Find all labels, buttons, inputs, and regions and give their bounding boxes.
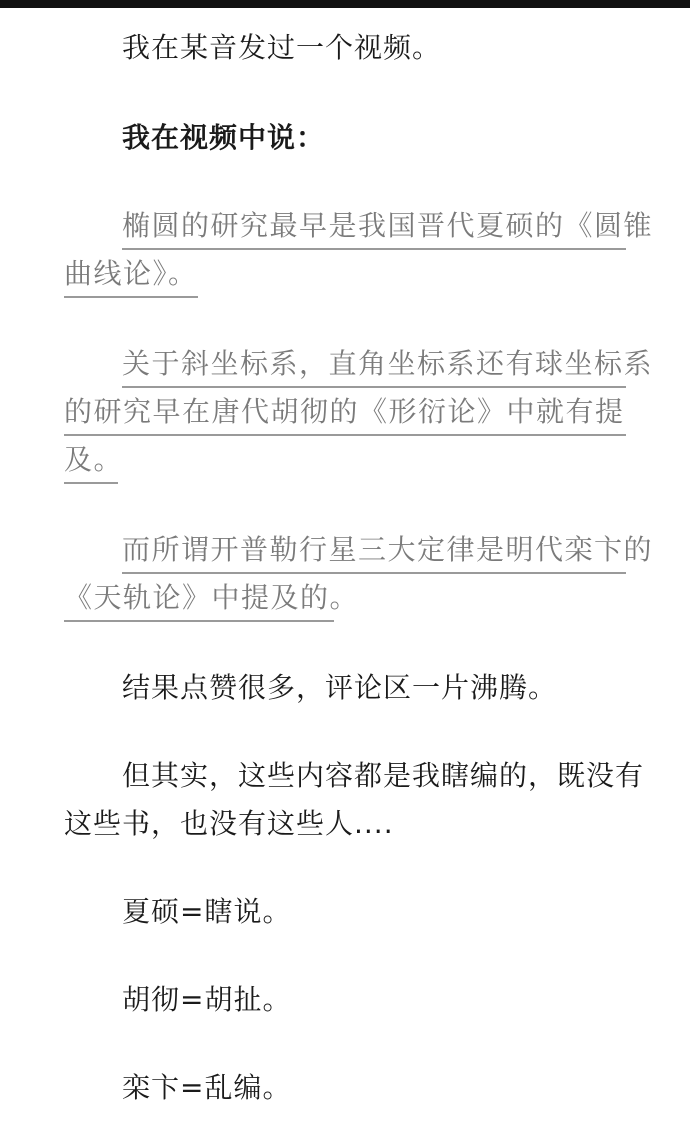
quote-3-line-1: 而所谓开普勒行星三大定律是明代栾卞的 <box>122 530 626 574</box>
paragraph-pun-2: 胡彻=胡扯。 <box>122 983 292 1016</box>
paragraph-pun-3: 栾卞=乱编。 <box>122 1071 292 1104</box>
paragraph-reaction: 结果点赞很多，评论区一片沸腾。 <box>122 671 558 704</box>
quote-1-line-1: 椭圆的研究最早是我国晋代夏硕的《圆锥 <box>122 206 626 250</box>
top-edge-bar <box>0 0 690 8</box>
paragraph-reveal-line-1: 但其实，这些内容都是我瞎编的，既没有 <box>122 759 645 792</box>
paragraph-reveal-line-2: 这些书，也没有这些人.... <box>64 807 394 840</box>
quote-1-line-2: 曲线论》。 <box>64 254 198 298</box>
quote-3-line-2: 《天轨论》中提及的。 <box>64 578 334 622</box>
quote-2-line-3: 及。 <box>64 440 118 484</box>
quote-2-line-2: 的研究早在唐代胡彻的《形衍论》中就有提 <box>64 392 626 436</box>
quote-2-line-1: 关于斜坐标系，直角坐标系还有球坐标系 <box>122 344 626 388</box>
paragraph-pun-1: 夏硕=瞎说。 <box>122 895 292 928</box>
paragraph-heading: 我在视频中说： <box>122 121 326 154</box>
paragraph-intro: 我在某音发过一个视频。 <box>122 31 442 64</box>
